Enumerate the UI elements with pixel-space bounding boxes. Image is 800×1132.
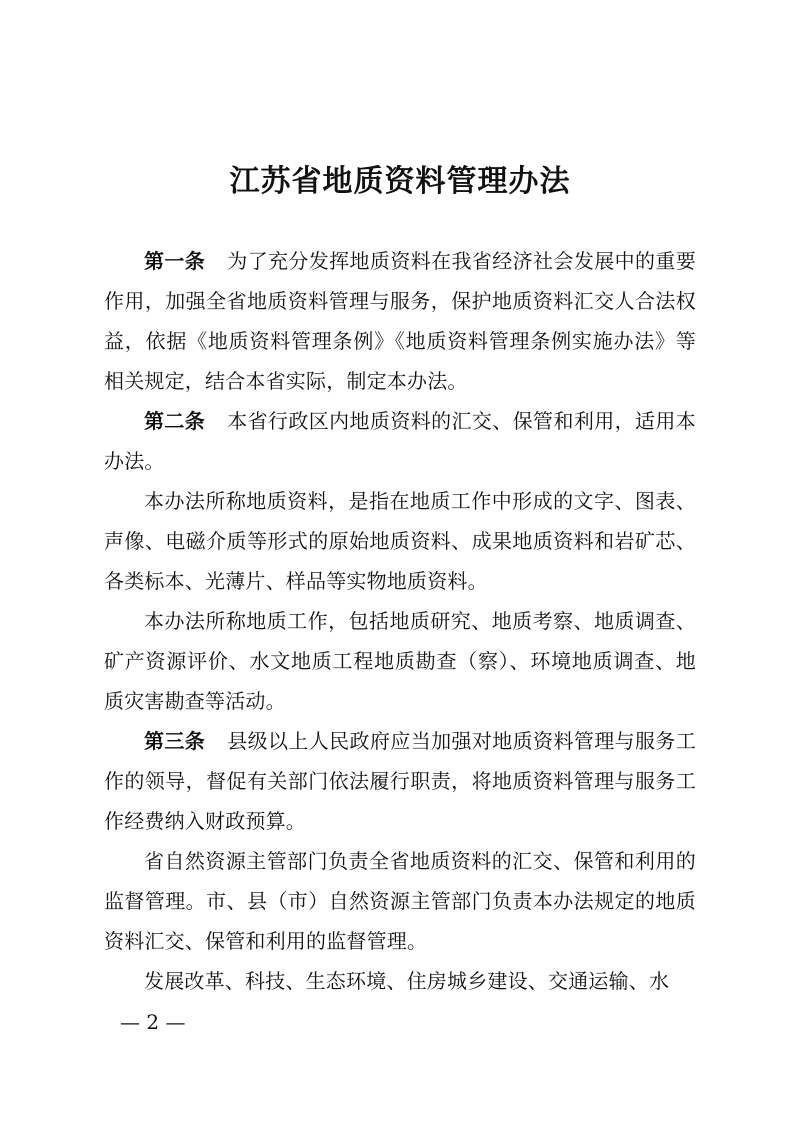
document-title: 江苏省地质资料管理办法 bbox=[229, 164, 571, 199]
paragraph-article-3 bbox=[104, 721, 696, 841]
paragraph-text: 省自然资源主管部门负责全省地质资料的汇交、保管和利用的监督管理。市、县（市）自然资源主管部门负责本办法规定的地质资料汇交、保管和利用的监督管理。 bbox=[104, 849, 696, 953]
article-label: 第二条 bbox=[144, 409, 206, 433]
paragraph-text: 为了充分发挥地质资料在我省经济社会发展中的重要作用，加强全省地质资料管理与服务，保护地质资料汇交人合法权益，依据《地质资料管理条例》《地质资料管理条例实施办法》等相关规定，结合本省实际，制定本办法。 bbox=[104, 249, 696, 393]
paragraph-text: 县级以上人民政府应当加强对地质资料管理与服务工作的领导，督促有关部门依法履行职责，将地质资料管理与服务工作经费纳入财政预算。 bbox=[104, 729, 696, 833]
paragraph bbox=[104, 961, 696, 1001]
paragraph bbox=[104, 481, 696, 601]
paragraph-text: 发展改革、科技、生态环境、住房城乡建设、交通运输、水 bbox=[144, 969, 670, 993]
article-label: 第三条 bbox=[144, 729, 206, 753]
paragraph-article-1 bbox=[104, 241, 696, 401]
paragraph-article-2 bbox=[104, 401, 696, 481]
paragraph-text: 本省行政区内地质资料的汇交、保管和利用，适用本办法。 bbox=[104, 409, 696, 473]
paragraph-text: 本办法所称地质工作，包括地质研究、地质考察、地质调查、矿产资源评价、水文地质工程地质勘查（察）、环境地质调查、地质灾害勘查等活动。 bbox=[104, 609, 696, 713]
paragraph-text: 本办法所称地质资料，是指在地质工作中形成的文字、图表、声像、电磁介质等形式的原始地质资料、成果地质资料和岩矿芯、各类标本、光薄片、样品等实物地质资料。 bbox=[104, 489, 696, 593]
page-number: — 2 — bbox=[120, 1010, 186, 1034]
document-body bbox=[104, 241, 696, 1001]
paragraph bbox=[104, 601, 696, 721]
article-label: 第一条 bbox=[144, 249, 206, 273]
paragraph bbox=[104, 841, 696, 961]
